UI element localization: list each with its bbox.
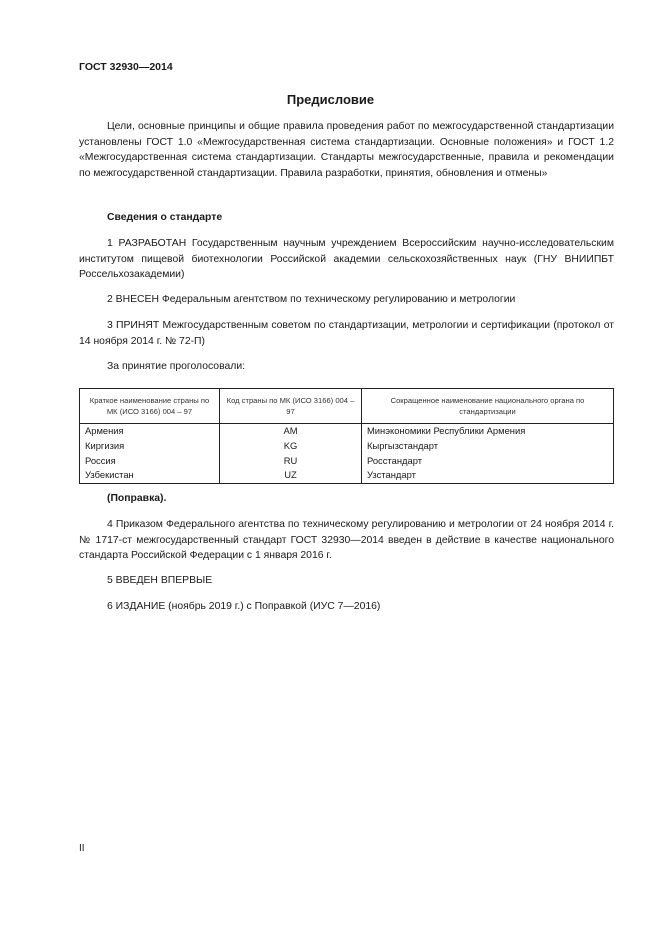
- item-2-paragraph: 2 ВНЕСЕН Федеральным агентством по техническому регулированию и метрологии: [107, 294, 516, 305]
- voting-table: [79, 388, 614, 484]
- cell-body: Узстандарт: [362, 468, 614, 483]
- table-row: [80, 424, 614, 439]
- cell-country: Узбекистан: [80, 468, 220, 483]
- cell-body: Росстандарт: [362, 454, 614, 469]
- item-1-paragraph: 1 РАЗРАБОТАН Государственным научным учреждением Всероссийским научно-исследовательским институтом пищевой биотехнологии Российской академии сельскохозяйственных наук (ГНУ ВНИИПБТ Россельхозакадемии): [79, 238, 614, 280]
- header-country: Краткое наименование страны по МК (ИСО 3166) 004 – 97: [80, 389, 220, 424]
- header-body: Сокращенное наименование национального органа по стандартизации: [362, 389, 614, 424]
- table-row: [80, 454, 614, 469]
- item-4-paragraph: 4 Приказом Федерального агентства по техническому регулированию и метрологии от 24 ноября 2014 г. № 1717-ст межгосударственный стандарт ГОСТ 32930—2014 введен в действие в качестве национального стандарта Российской Федерации с 1 января 2016 г.: [79, 519, 614, 561]
- cell-code: UZ: [220, 468, 362, 483]
- item-6-paragraph: 6 ИЗДАНИЕ (ноябрь 2019 г.) с Поправкой (ИУС 7—2016): [107, 601, 381, 612]
- table-header-row: [80, 389, 614, 424]
- item-3-paragraph: 3 ПРИНЯТ Межгосударственным советом по стандартизации, метрологии и сертификации (протокол от 14 ноября 2014 г. № 72-П): [79, 320, 614, 347]
- document-code-header: ГОСТ 32930—2014: [79, 61, 173, 73]
- page-title: Предисловие: [286, 92, 375, 107]
- cell-country: Киргизия: [80, 439, 220, 454]
- cell-body: Минэкономики Республики Армения: [362, 424, 614, 439]
- header-code: Код страны по МК (ИСО 3166) 004 – 97: [220, 389, 362, 424]
- table-row: [80, 439, 614, 454]
- voted-label: За принятие проголосовали:: [107, 361, 246, 372]
- intro-paragraph: Цели, основные принципы и общие правила проведения работ по межгосударственной стандартизации установлены ГОСТ 1.0 «Межгосударственная система стандартизации. Основные положения» и ГОСТ 1.2 «Межгосударственная система стандартизации. Стандарты межгосударственные, правила и рекомендации по межгосударственной стандартизации. Правила разработки, принятия, обновления и отмены»: [79, 121, 614, 179]
- section-heading: Сведения о стандарте: [107, 212, 223, 223]
- cell-country: Армения: [80, 424, 220, 439]
- amendment-note: (Поправка).: [107, 493, 167, 504]
- cell-code: KG: [220, 439, 362, 454]
- cell-code: RU: [220, 454, 362, 469]
- item-5-paragraph: 5 ВВЕДЕН ВПЕРВЫЕ: [107, 575, 213, 586]
- table-row: [80, 468, 614, 483]
- cell-body: Кыргызстандарт: [362, 439, 614, 454]
- cell-code: AM: [220, 424, 362, 439]
- cell-country: Россия: [80, 454, 220, 469]
- page-number: II: [79, 843, 85, 854]
